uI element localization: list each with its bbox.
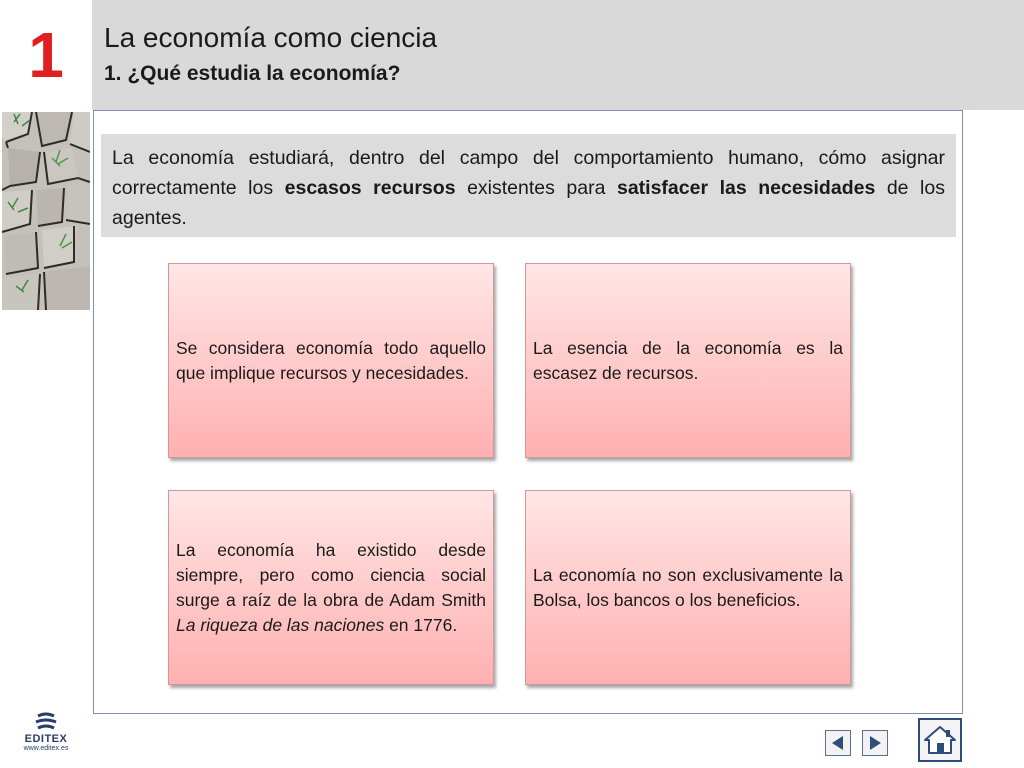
intro-text-part: La economía estudiará, dentro del campo del comportamiento humano, cómo asignar correctamente los — [112, 147, 945, 199]
book-title: La riqueza de las naciones — [176, 614, 385, 635]
next-button[interactable] — [862, 730, 888, 756]
intro-text-part: existentes para — [455, 177, 617, 199]
concept-card-text: Se considera economía todo aquello que implique recursos y necesidades. — [176, 337, 486, 383]
concept-card-text — [176, 538, 486, 638]
header-band — [92, 0, 1024, 110]
concept-card-text: La economía no son exclusivamente la Bolsa, los bancos o los beneficios. — [533, 564, 843, 610]
concept-card — [525, 490, 851, 685]
home-button[interactable] — [918, 718, 962, 762]
concept-card-text-part: en 1776. — [384, 614, 458, 635]
editex-logo — [16, 712, 76, 758]
page-title: La economía como ciencia — [104, 22, 438, 53]
concept-card-text: La esencia de la economía es la escasez de recursos. — [533, 337, 843, 383]
triangle-left-icon — [829, 734, 847, 752]
cracked-earth-photo — [2, 112, 90, 310]
house-icon — [923, 724, 957, 756]
logo-name: EDITEX — [24, 733, 68, 745]
editex-logo-icon — [32, 712, 60, 732]
concept-card-text-part: La economía ha existido desde siempre, pero como ciencia social surge a raíz de la obra de Adam Smith — [176, 539, 486, 610]
intro-bold-scarce-resources: escasos recursos — [284, 177, 456, 199]
page-subtitle: 1. ¿Qué estudia la economía? — [104, 62, 401, 85]
logo-url: www.editex.es — [23, 745, 69, 752]
intro-text — [101, 134, 956, 237]
intro-text-part: de los agentes. — [112, 177, 945, 229]
concept-card — [525, 263, 851, 458]
previous-button[interactable] — [825, 730, 851, 756]
triangle-right-icon — [866, 734, 884, 752]
chapter-number: 1 — [28, 19, 64, 91]
cracked-earth-image — [2, 112, 90, 310]
concept-card — [168, 263, 494, 458]
concept-card — [168, 490, 494, 685]
intro-bold-satisfy-needs: satisfacer las necesidades — [616, 177, 876, 199]
